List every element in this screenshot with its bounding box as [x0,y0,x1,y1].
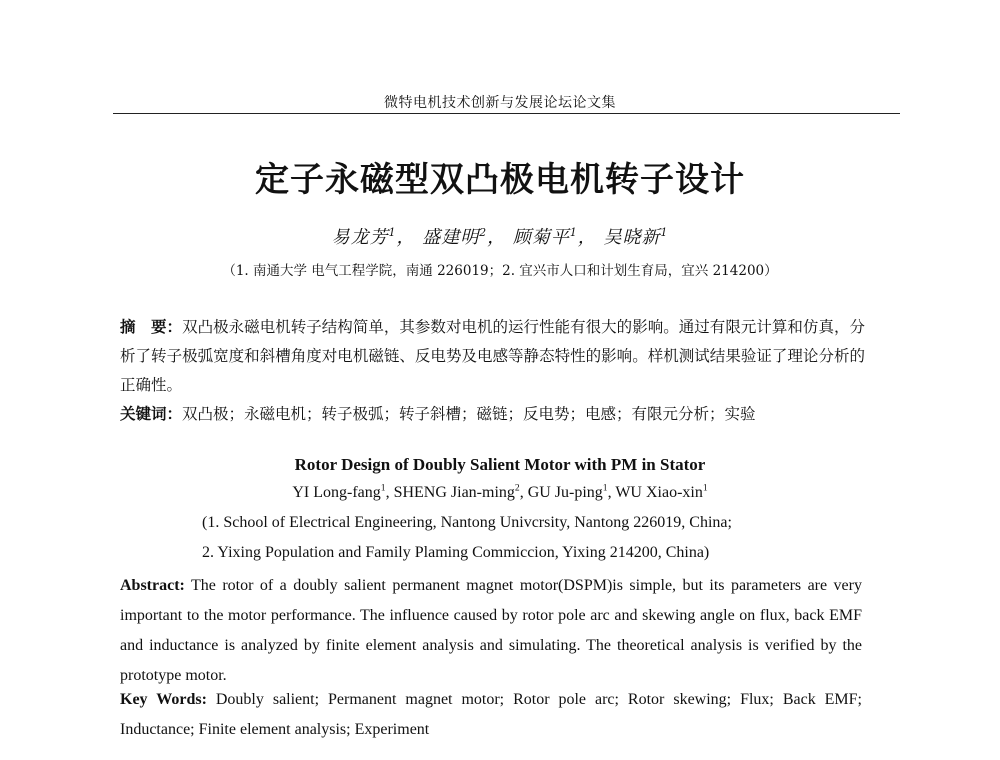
author-affil-mark: 1 [660,226,669,239]
chinese-abstract [120,313,865,400]
english-abstract [120,571,862,691]
keywords-text: 双凸极；永磁电机；转子极弧；转子斜槽；磁链；反电势；电感；有限元分析；实验 [182,405,756,423]
abstract-label: Abstract: [120,577,185,594]
author-name: 顾菊平 [512,227,570,248]
chinese-keywords [120,400,865,429]
author-name: 吴晓新 [603,227,661,248]
author-name: YI Long-fang [292,484,381,501]
english-title: Rotor Design of Doubly Salient Motor with PM in Stator [294,455,706,474]
author-name: SHENG Jian-ming [393,484,515,501]
author-affil-mark: 2 [479,226,488,239]
author-affil-mark: 2 [514,482,520,494]
author-affil-mark: 1 [388,226,397,239]
chinese-title: 定子永磁型双凸极电机转子设计 [255,160,745,200]
author-affil-mark: 1 [569,226,578,239]
author-name: GU Ju-ping [527,484,603,501]
english-affiliation-1: (1. School of Electrical Engineering, Nantong Univcrsity, Nantong 226019, China; [202,514,732,531]
author-affil-mark: 1 [702,482,708,494]
abstract-text: The rotor of a doubly salient permanent magnet motor(DSPM)is simple, but its parameters are very important to the motor performance. The influence caused by rotor pole arc and skewing angle on flux, back EMF and inductance is analyzed by finite element analysis and simulating. The theoretical analysis is verified by the prototype motor. [120,577,862,684]
english-keywords [120,685,862,745]
english-authors: YI Long-fang$^1$, SHENG Jian-ming$^2$, GU Ju-ping$^1$, WU Xiao-xin$^1$ [292,482,708,501]
author-name: 易龙芳 [331,227,389,248]
chinese-affiliation: （1. 南通大学 电气工程学院，南通 226019；2. 宜兴市人口和计划生育局，宜兴 214200） [222,263,778,279]
author-affil-mark: 1 [602,482,608,494]
english-affiliation-2: 2. Yixing Population and Family Plaming Commiccion, Yixing 214200, China) [202,544,710,561]
keywords-label: Key Words: [120,691,207,708]
header-rule [113,113,900,114]
chinese-authors: 易龙芳$^1$， 盛建明$^2$， 顾菊平$^1$， 吴晓新$^1$ [331,226,669,248]
keywords-label: 关键词： [120,405,183,423]
abstract-text: 双凸极永磁电机转子结构简单，其参数对电机的运行性能有很大的影响。通过有限元计算和仿真，分析了转子极弧宽度和斜槽角度对电机磁链、反电势及电感等静态特性的影响。样机测试结果验证了理论分析的正确性。 [120,318,865,394]
running-head: 微特电机技术创新与发展论坛论文集 [384,95,616,111]
author-name: WU Xiao-xin [615,484,703,501]
keywords-text: Doubly salient; Permanent magnet motor; Rotor pole arc; Rotor skewing; Flux; Back EMF; Inductance; Finite element analysis; Experiment [120,691,863,738]
abstract-label: 摘 要： [120,318,183,336]
author-name: 盛建明 [422,227,480,248]
author-affil-mark: 1 [380,482,386,494]
